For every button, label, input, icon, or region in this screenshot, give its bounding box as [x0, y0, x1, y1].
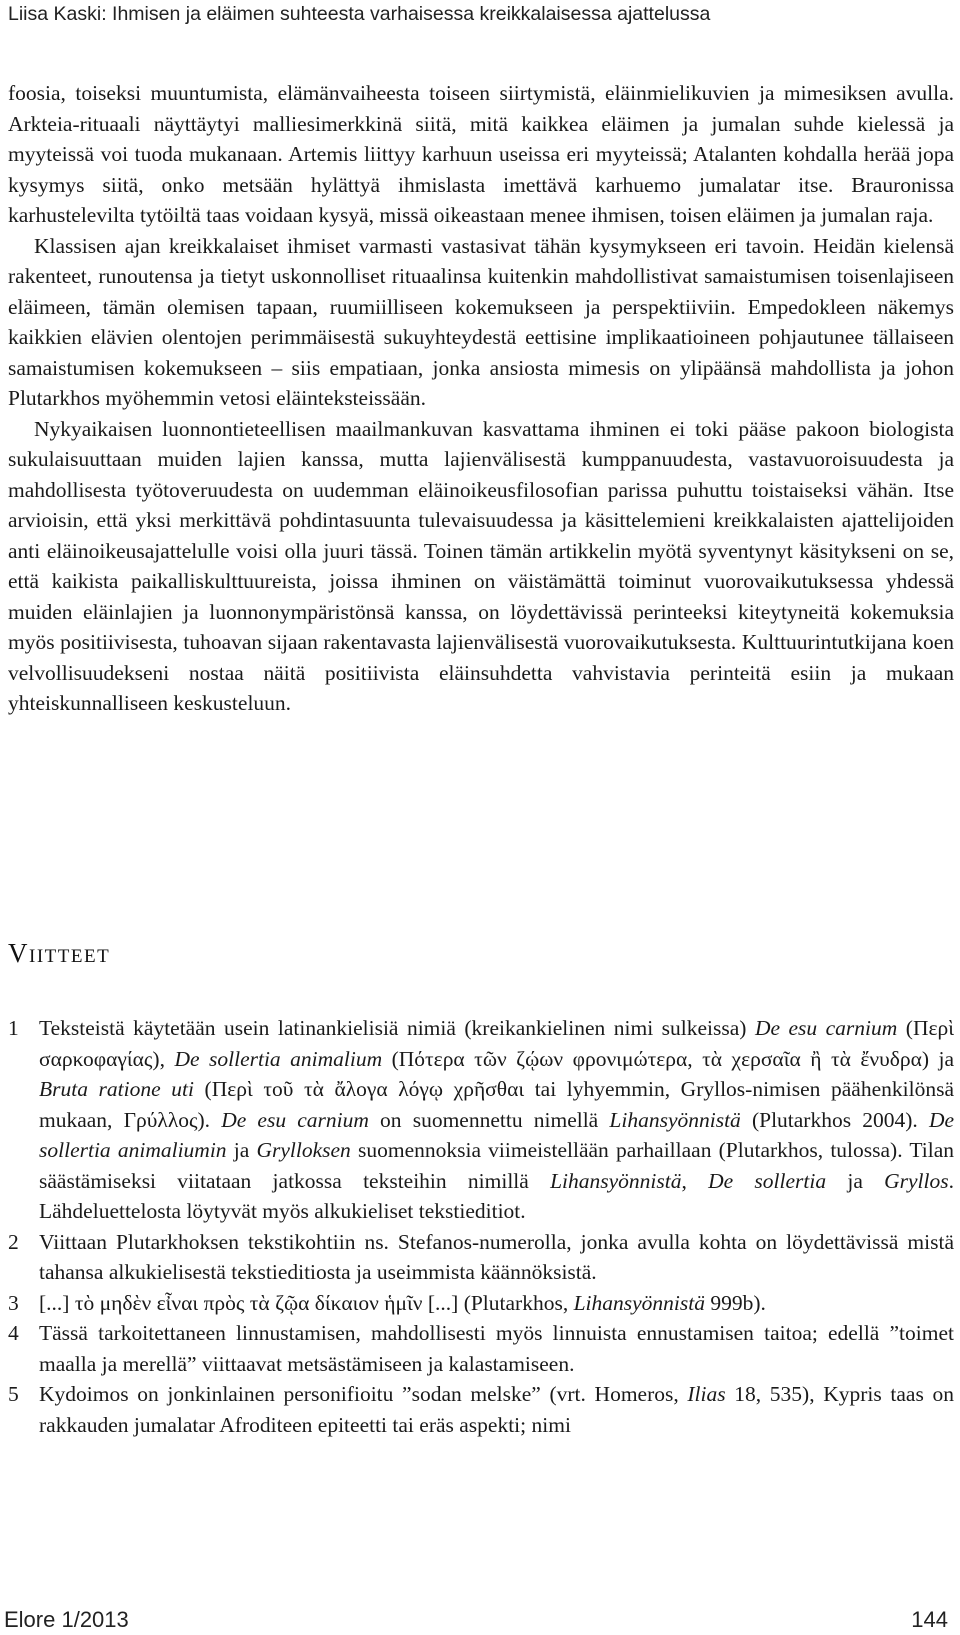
- footnote-italic-segment: Gryllos: [884, 1168, 949, 1193]
- footnote-italic-segment: Lihansyönnistä: [609, 1107, 741, 1132]
- footnote-italic-segment: Grylloksen: [256, 1138, 351, 1162]
- footnote-italic-segment: Lihansyönnistä: [573, 1290, 705, 1315]
- footnote-italic-segment: Ilias: [687, 1382, 726, 1406]
- footnote-segment: ,: [681, 1168, 709, 1193]
- footnote-text: [39, 1379, 954, 1440]
- footnote-segment: (Πότερα τῶν ζῴων φρονιμώτερα, τὰ χερσαῖα ἢ τὰ ἔνυδρα) ja: [382, 1046, 954, 1071]
- notes-list: [8, 1013, 954, 1440]
- footnote-text: [39, 1318, 954, 1379]
- footnote-italic-segment: De sollertia animalium: [174, 1046, 383, 1071]
- footnote-segment: Tässä tarkoitettaneen linnustamisen, mahdollisesti myös linnuista ennustamisen taitoa; edellä ”toimet maalla ja merellä” viittaavat metsästämiseen ja kalastamiseen.: [39, 1321, 954, 1376]
- footer-journal: Elore 1/2013: [4, 1607, 129, 1632]
- footnote-text: [39, 1288, 954, 1319]
- footnote-segment: suomennoksia viimeistellään parhaillaan (Plutarkhos, tulossa). Tilan säästämiseksi viitataan jatkossa teksteihin nimillä: [39, 1138, 954, 1193]
- article-body: [8, 78, 954, 719]
- footnote: [8, 1013, 954, 1227]
- footnote-segment: on suomennettu nimellä: [368, 1107, 610, 1132]
- footnote: [8, 1288, 954, 1319]
- footnote-number: 4: [8, 1321, 19, 1345]
- body-paragraph: foosia, toiseksi muuntumista, elämänvaiheesta toiseen siirtymistä, eläinmielikuvien ja mimesiksen avulla. Arkteia-rituaali näyttäytyi malliesimerkkinä siitä, mitä kaikkea eläimen ja jumalan suhde kielessä ja myyteissä voi tuoda mukanaan. Artemis liittyy karhuun useissa eri myyteissä; Atalanten kohdalla herää jopa kysymys siitä, onko metsään hylättyä ihmislasta imettävä karhuemo jumalatar itse. Brauronissa karhustelevilta tytöiltä taas voidaan kysyä, missä oikeastaan menee ihmisen, toisen eläimen ja jumalan raja.: [8, 81, 954, 227]
- footnote-segment: [...] τὸ μηδὲν εἶναι πρὸς τὰ ζῷα δίκαιον ἡμῖν [...] (Plutarkhos,: [39, 1290, 574, 1315]
- footnote-segment: (Plutarkhos 2004).: [740, 1107, 929, 1132]
- footnote-segment: (Περὶ τοῦ τὰ ἄλογα λόγῳ χρῆσθαι tai lyhyemmin, Gryllos-nimisen päähenkilönsä mukaan, Γρύλλος).: [39, 1077, 954, 1132]
- footnote-segment: ja: [826, 1168, 885, 1193]
- footnote-italic-segment: De sollertia: [708, 1168, 827, 1193]
- body-paragraph: Nykyaikaisen luonnontieteellisen maailmankuvan kasvattama ihminen ei toki pääse pakoon biologista sukulaisuuttaan muiden lajien kanssa, mutta lajienvälisestä kumppanuudesta, vastavuoroisuudesta ja mahdollisesta työtoveruudesta on uudemman eläinoikeusfilosofian parissa puhuttu toistaiseksi vähän. Itse arvioisin, että yksi merkittävä pohdintasuunta tulevaisuudessa ja käsittelemieni kreikkalaisten ajattelijoiden anti eläinoikeusajattelulle voisi olla juuri tässä. Toinen tämän artikkelin myötä syventynyt käsitykseni on se, että kaikista paikalliskulttuureista, joissa ihminen on väistämättä toiminut vuorovaikutuksessa yhdessä muiden eläinlajien ja luonnonympäristönsä kanssa, on löydettävissä perinteeksi kiteytyneitä kokemuksia myös positiivisesta, tuhoavan sijaan rakentavasta lajienvälisestä vuorovaikutuksesta. Kulttuurintutkijana koen velvollisuudekseni nostaa näitä positiivista eläinsuhdetta vahvistavia perinteitä esiin ja mukaan yhteiskunnalliseen keskusteluun.: [8, 416, 954, 715]
- footnote-segment: 18, 535), Kypris taas on rakkauden jumalatar Afroditeen epiteetti tai eräs aspekti; nimi: [39, 1382, 954, 1437]
- footnote-segment: (Περὶ σαρκοφαγίας),: [39, 1016, 955, 1071]
- running-head: Liisa Kaski: Ihmisen ja eläimen suhteesta varhaisessa kreikkalaisessa ajattelussa: [8, 3, 711, 25]
- footnote-segment: Teksteistä käytetään usein latinankielisiä nimiä (kreikankielinen nimi sulkeissa): [39, 1016, 755, 1040]
- footnote-number: 2: [8, 1229, 19, 1254]
- footnote-italic-segment: De sollertia animaliumin: [39, 1107, 955, 1162]
- body-paragraph: Klassisen ajan kreikkalaiset ihmiset varmasti vastasivat tähän kysymykseen eri tavoin. Heidän kielensä rakenteet, runoutensa ja tietyt uskonnolliset rituaalinsa kuitenkin mahdollistivat samaistumisen toisenlajiseen eläimeen, tämän olemisen tapaan, ruumiilliseen kokemukseen ja perspektiiviin. Empedokleen näkemys kaikkien elävien olentojen perimmäisestä sukuyhteydestä eettisine implikaatioineen pohjautunee tällaiseen samaistumisen kokemukseen – siis empatiaan, jonka ansiosta mimesis on ylipäänsä mahdollista ja johon Plutarkhos myöhemmin vetosi eläinteksteissään.: [8, 233, 954, 410]
- footnote: [8, 1227, 954, 1288]
- footnote-text: [39, 1227, 954, 1288]
- footnote-italic-segment: Bruta ratione uti: [39, 1077, 194, 1101]
- footnote-number: 5: [8, 1382, 19, 1406]
- footnote-segment: Kydoimos on jonkinlainen personifioitu ”sodan melske” (vrt. Homeros,: [39, 1382, 688, 1406]
- footnote: [8, 1318, 954, 1379]
- footnote-italic-segment: Lihansyönnistä: [550, 1168, 682, 1193]
- footnote-italic-segment: De esu carnium: [221, 1107, 369, 1132]
- footnote-number: 1: [8, 1016, 19, 1040]
- footnote-number: 3: [8, 1290, 19, 1315]
- page-number: 144: [911, 1607, 948, 1632]
- footnote-segment: 999b).: [704, 1290, 766, 1315]
- footnote-segment: Viittaan Plutarkhoksen tekstikohtiin ns. Stefanos-numerolla, jonka avulla kohta on löydettävissä mistä tahansa alkukielisestä tekstieditiosta ja useimmista käännöksistä.: [39, 1229, 954, 1284]
- notes-heading: Viitteet: [8, 938, 111, 968]
- footnote-text: [39, 1013, 954, 1227]
- footnote-segment: ja: [226, 1138, 257, 1162]
- footnote: [8, 1379, 954, 1440]
- footnote-italic-segment: De esu carnium: [754, 1016, 898, 1040]
- footnote-segment: . Lähdeluettelosta löytyvät myös alkukieliset tekstieditiot.: [39, 1168, 954, 1223]
